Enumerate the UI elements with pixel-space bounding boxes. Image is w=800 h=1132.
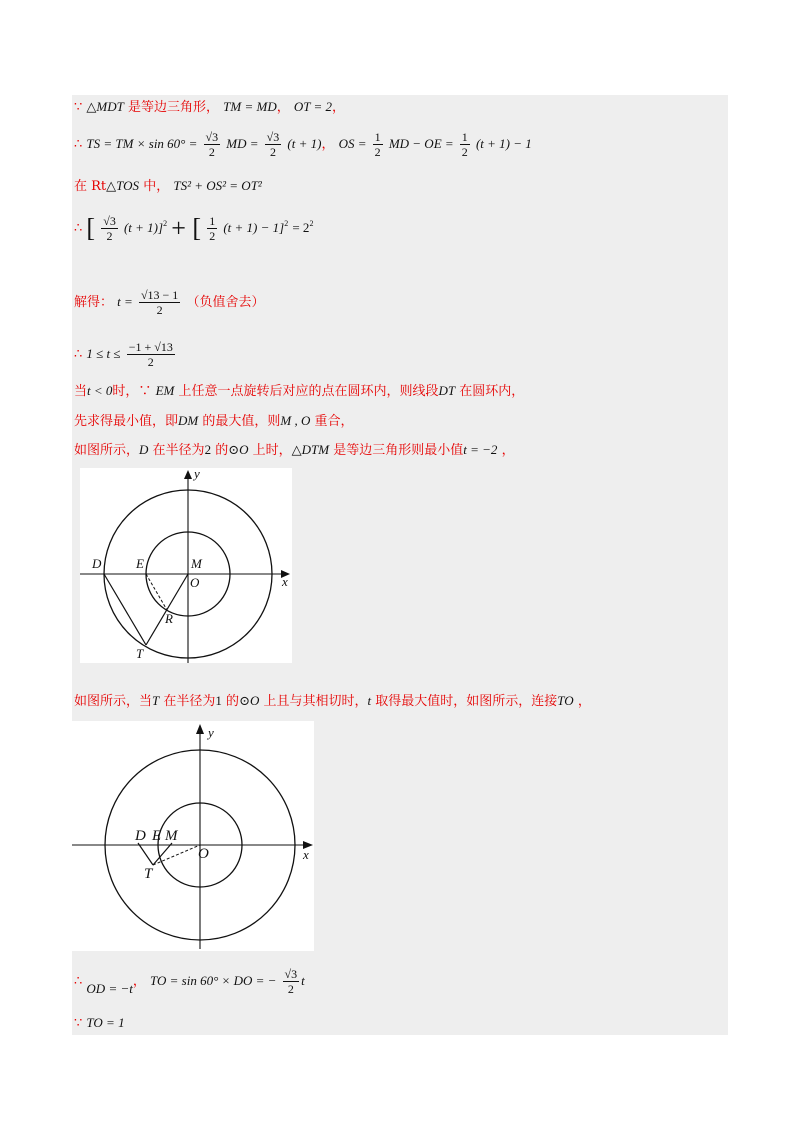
line-7: 当t < 0时，∵ EM 上任意一点旋转后对应的点在圆环内，则线段DT 在圆环内， — [74, 383, 525, 399]
label-y: y — [208, 725, 214, 740]
label-x: x — [282, 574, 288, 589]
segment-TO-dashed — [153, 845, 200, 865]
y-axis-arrow — [196, 724, 204, 734]
line-3: 在 Rt△TOS 中， TS² + OS² = OT² — [74, 178, 262, 194]
label-M: M — [191, 556, 202, 571]
label-T: T — [136, 646, 144, 661]
label-E: E — [152, 828, 162, 844]
label-D: D — [135, 828, 146, 844]
label-R: R — [165, 611, 173, 626]
line-1: ∵ △MDT 是等边三角形， TM = MD， OT = 2， — [74, 99, 346, 115]
line-12: ∵ TO = 1 — [74, 1015, 125, 1031]
figure-1-diagram — [80, 468, 292, 663]
label-x: x — [303, 847, 309, 862]
label-O: O — [190, 575, 200, 590]
label-E: E — [136, 556, 144, 571]
figure-1 — [80, 468, 292, 663]
line-10: 如图所示，当T 在半径为1 的⊙O 上且与其相切时，t 取得最大值时，如图所示，连接TO ， — [74, 693, 591, 709]
label-D: D — [92, 556, 102, 571]
segment-DT — [138, 843, 153, 865]
label-T: T — [144, 866, 153, 882]
segment-TM — [153, 843, 172, 865]
y-axis-arrow — [184, 470, 192, 479]
label-O: O — [198, 846, 209, 862]
line-11: ∴ OD = −t， TO = sin 60° × DO = − $\frac{√3}{2}$ t — [74, 967, 305, 996]
line-6: ∴ 1 ≤ t ≤ $\frac{-1 + √13}{2}$ — [74, 340, 173, 369]
line-9: 如图所示，D 在半径为2 的⊙O 上时，△DTM 是等边三角形则最小值t = −2 ， — [74, 442, 515, 458]
line-5: 解得： t = $\frac{√13 - 1}{2}$ （负值舍去） — [74, 288, 265, 317]
figure-2-diagram — [72, 721, 314, 951]
label-M: M — [165, 828, 178, 844]
segment-ER-dashed — [146, 574, 167, 610]
segment-DT — [104, 574, 146, 645]
line-4: ∴ [ $\frac{√3}{2}$ (t + 1)]$^2$ + [ $\frac{1}{2}$ $(t + 1) - 1]^2 = 2^2$ — [74, 213, 314, 243]
line-2: ∴ TS = TM × sin 60° = $\frac{√3}{2}$ MD = $\frac{√3}{2}$ (t + 1)， OS = $\frac{1}{2}$ MD − OE = $\frac{1}{2}$ (t + 1) − 1 — [74, 130, 532, 159]
figure-2 — [72, 721, 314, 951]
line-8: 先求得最小值，即DM 的最大值，则M , O 重合， — [74, 413, 354, 429]
label-y: y — [194, 468, 200, 481]
